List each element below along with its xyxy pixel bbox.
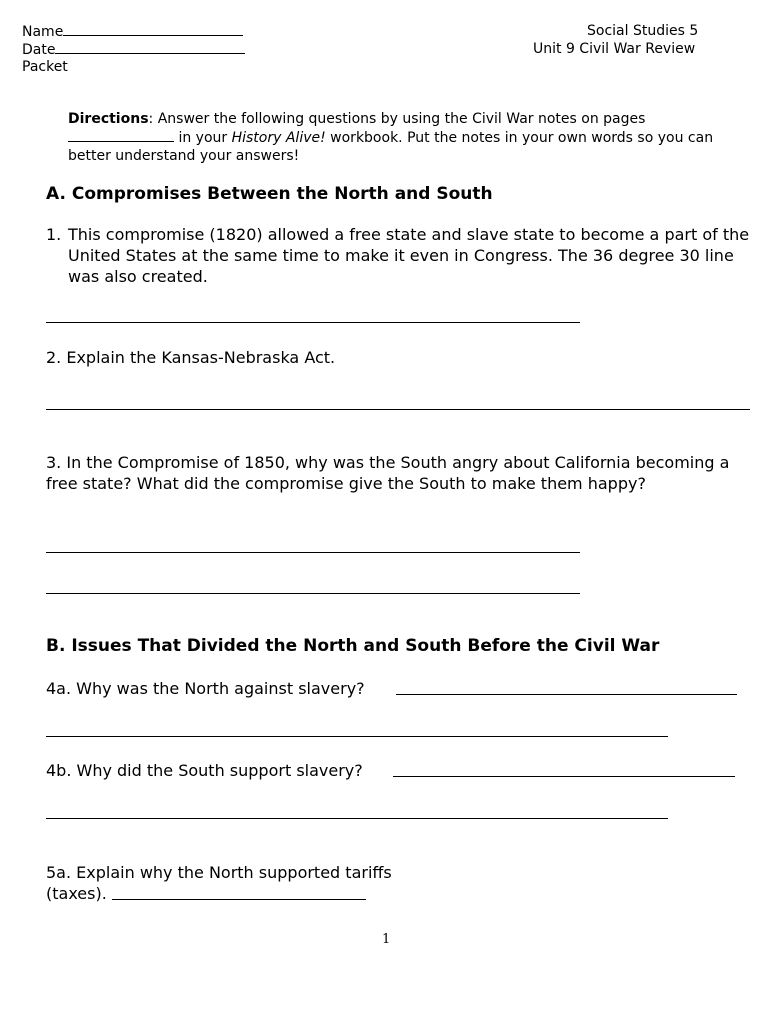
q3-text: 3. In the Compromise of 1850, why was the South angry about California becoming a free state? What did the compromise give the South to make them happy? xyxy=(46,453,730,493)
directions-label: Directions xyxy=(68,111,149,127)
q5a-answer-line[interactable] xyxy=(112,899,366,900)
directions-text-3: workbook. Put the notes in your own words so you can better understand your answers! xyxy=(68,130,714,164)
q3-answer-line-2[interactable] xyxy=(46,593,580,594)
q2-answer-line[interactable] xyxy=(46,409,750,410)
name-label: Name xyxy=(22,24,64,40)
q2-text: 2. Explain the Kansas-Nebraska Act. xyxy=(46,348,336,367)
q1-number: 1. xyxy=(46,225,62,244)
q1-answer-line[interactable] xyxy=(46,322,580,323)
q4b-answer-line[interactable] xyxy=(46,818,668,819)
q1-text: This compromise (1820) allowed a free state and slave state to become a part of the United States at the same time to make it even in Congress. The 36 degree 30 line was also created. xyxy=(68,225,750,286)
packet-label: Packet xyxy=(22,59,68,75)
section-a-title: A. Compromises Between the North and South xyxy=(46,184,493,204)
q4b-answer-line-inline[interactable] xyxy=(393,776,735,777)
date-label: Date xyxy=(22,42,56,58)
pages-blank[interactable] xyxy=(68,128,174,142)
directions xyxy=(68,110,738,165)
q4a-answer-line-inline[interactable] xyxy=(396,694,737,695)
section-b-title: B. Issues That Divided the North and South Before the Civil War xyxy=(46,636,660,656)
q5a-text-line-1: 5a. Explain why the North supported tariffs xyxy=(46,863,392,882)
name-blank[interactable] xyxy=(63,22,243,36)
date-blank[interactable] xyxy=(55,40,245,54)
q5a-text-line-2: (taxes). xyxy=(46,884,107,903)
unit-title: Unit 9 Civil War Review xyxy=(533,41,696,57)
page-number: 1 xyxy=(382,932,391,947)
date-field xyxy=(22,40,245,59)
book-title: History Alive! xyxy=(231,130,326,146)
q4a-answer-line[interactable] xyxy=(46,736,668,737)
course-title: Social Studies 5 xyxy=(587,23,699,39)
directions-text-1: : Answer the following questions by using the Civil War notes on pages xyxy=(148,111,646,127)
q4b-text: 4b. Why did the South support slavery? xyxy=(46,761,363,780)
name-field xyxy=(22,22,243,41)
q4a-text: 4a. Why was the North against slavery? xyxy=(46,679,365,698)
q3-answer-line-1[interactable] xyxy=(46,552,580,553)
directions-text-2: in your xyxy=(174,130,232,146)
